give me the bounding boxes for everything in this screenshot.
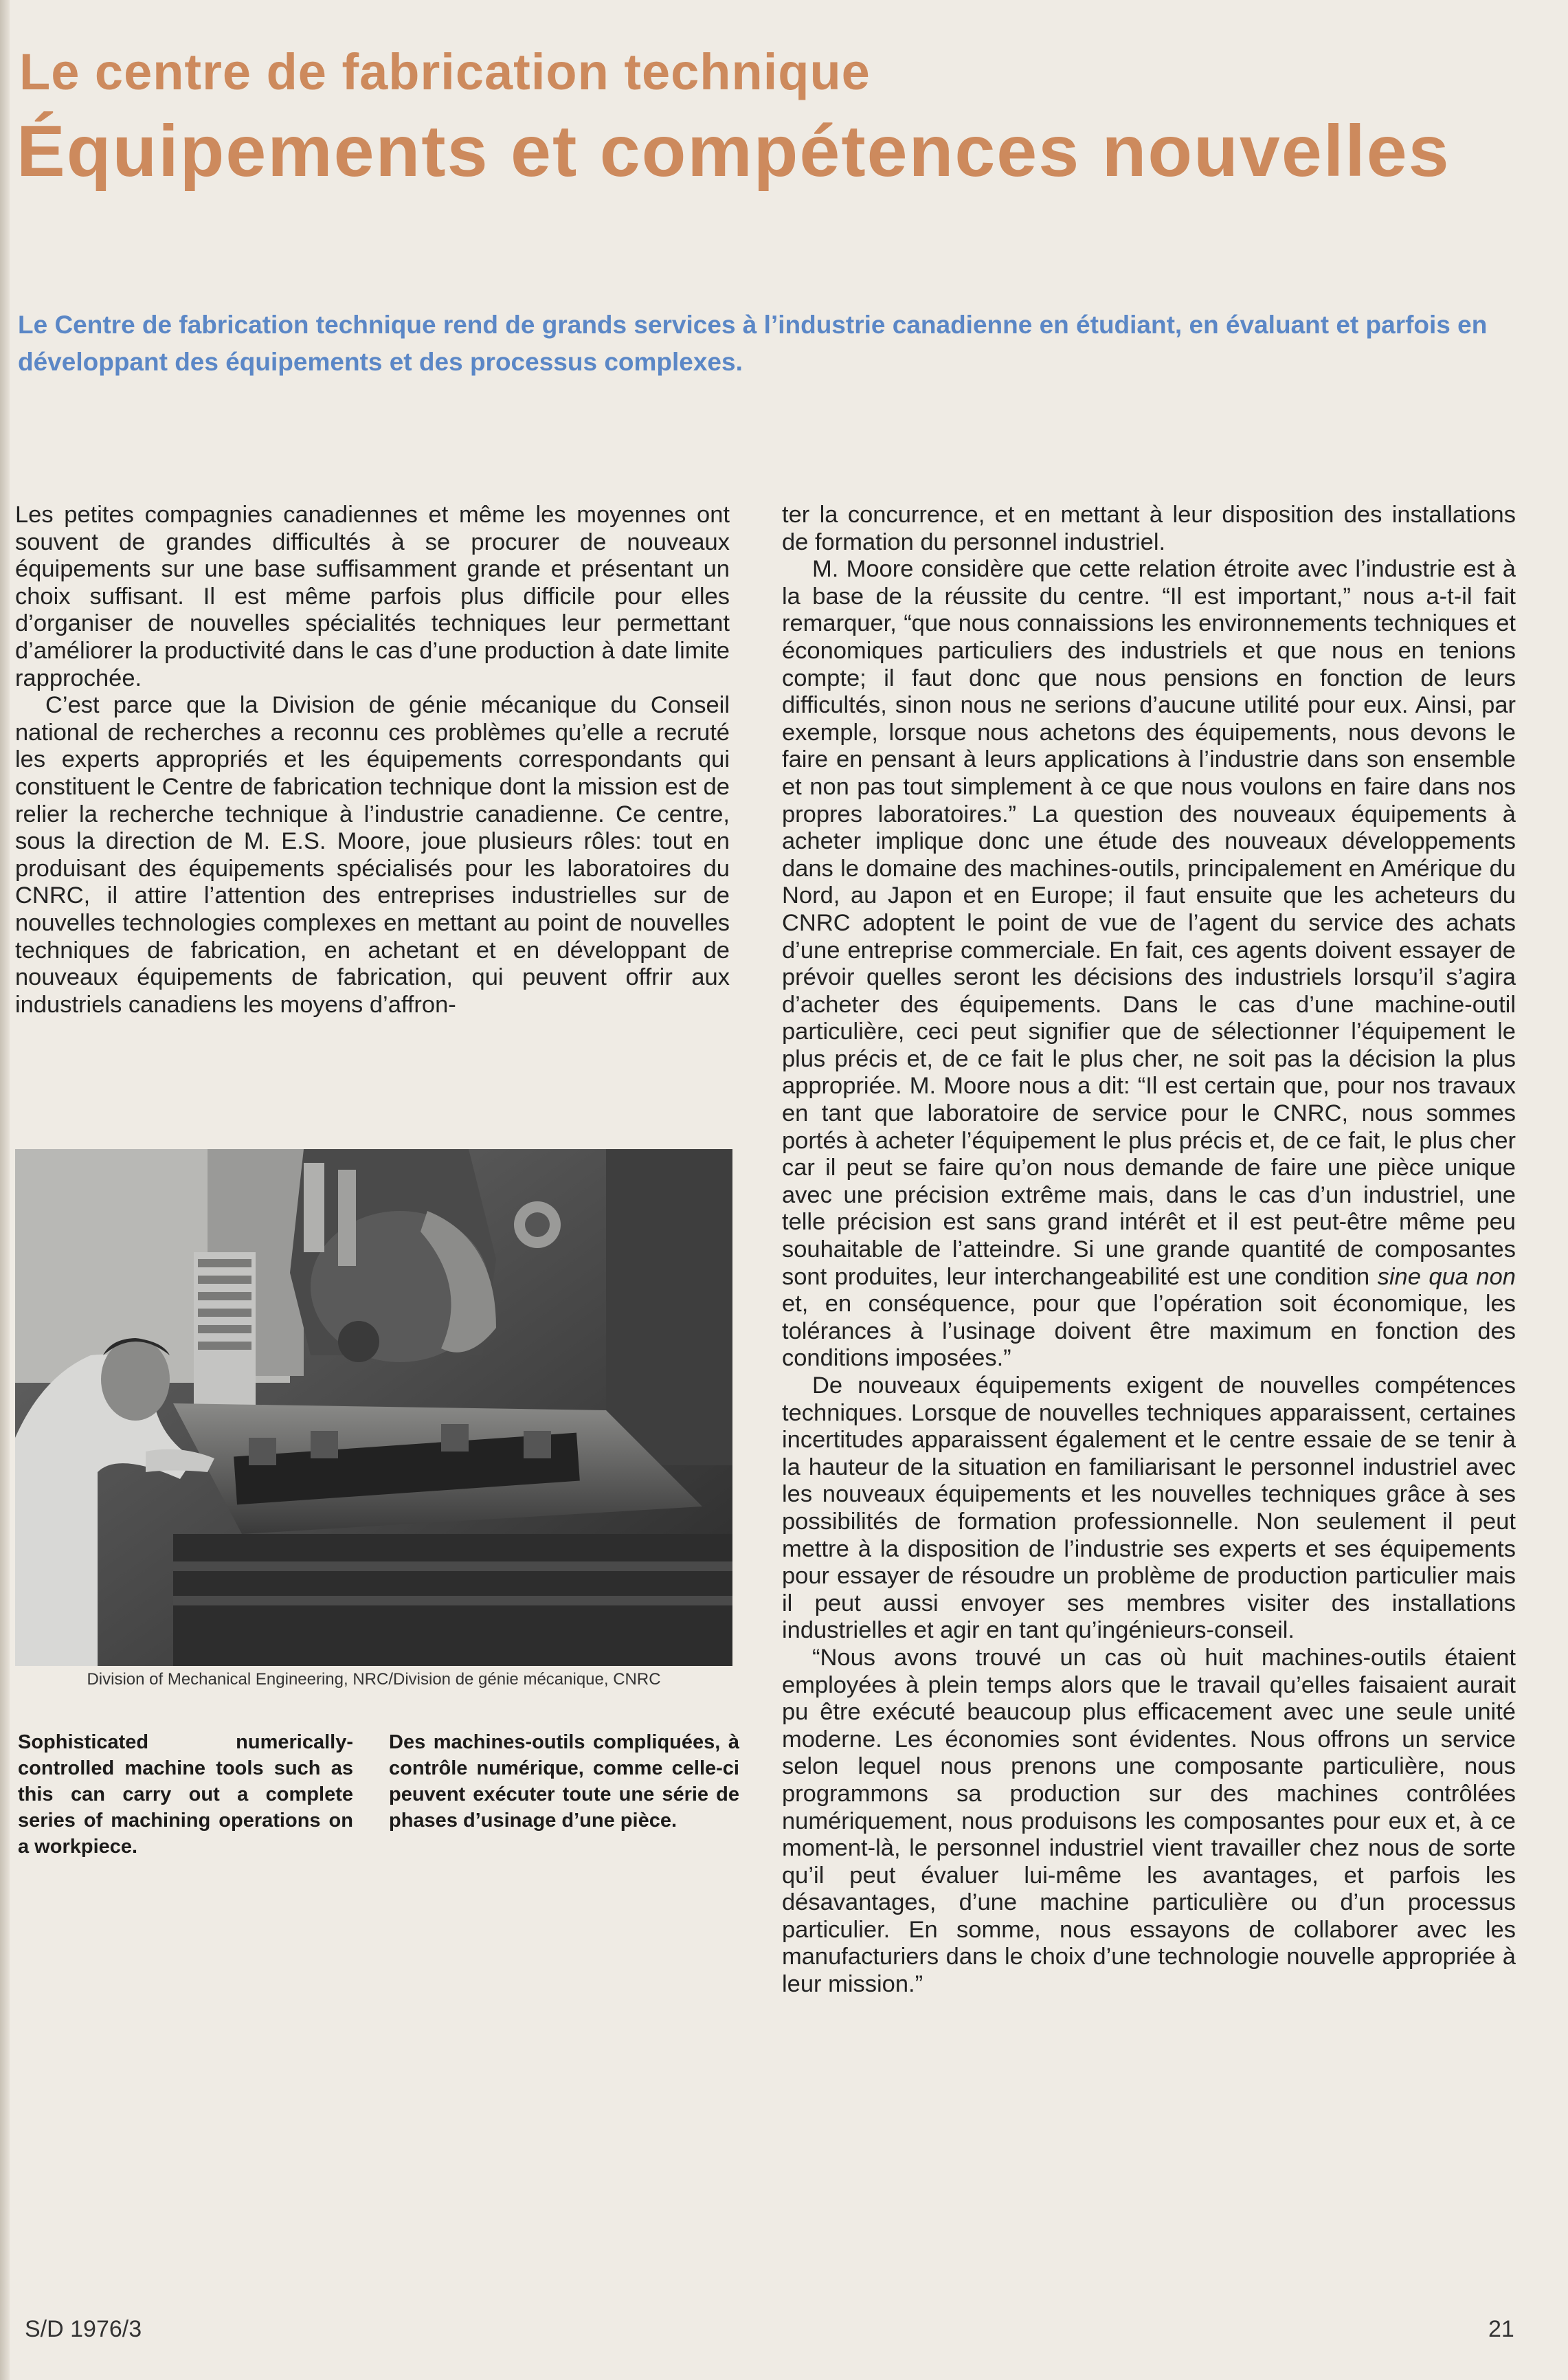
photo-credit: Division of Mechanical Engineering, NRC/Division de génie mécanique, CNRC: [87, 1670, 661, 1689]
latin-phrase: sine qua non: [1377, 1263, 1516, 1290]
caption-english: Sophisticated numerically-controlled machine tools such as this can carry out a complete series of machining operations on a workpiece.: [18, 1731, 353, 1858]
right-column: [782, 502, 1516, 1999]
article-lede: Le Centre de fabrication technique rend de grands services à l’industrie canadienne en étudiant, en évaluant et parfois en développant des équipements et des processus complexes.: [18, 311, 1488, 376]
article-title: Équipements et compétences nouvelles: [16, 111, 1451, 192]
paragraph-text: M. Moore considère que cette relation étroite avec l’industrie est à la base de la réussite du centre. “Il est important,” nous a-t-il fait remarquer, “que nous connaissions les environnements techniques et économiques particuliers des industriels et que nous en tenions compte; il faut donc que nous pensions en fonction de leurs difficultés, sinon nous ne serions d’aucune utilité pour eux. Ainsi, par exemple, lorsque nous achetons des équipements, nous devons le faire en pensant à leurs applications à l’industrie dans son ensemble et non pas tout simplement à ce que nous voulons en faire dans nos propres laboratoires.” La question des nouveaux équipements à acheter implique donc une étude des nouveaux développements dans le domaine des machines-outils, principalement en Amérique du Nord, au Japon et en Europe; il faut ensuite que les acheteurs du CNRC adoptent le point de vue de l’agent du service des achats d’une entreprise commerciale. En fait, ces agents doivent essayer de prévoir quelles seront les décisions des industriels lorsqu’il s’agira d’acheter des équipements. Dans le cas d’une machine-outil particulière, ceci peut signifier que de sélectionner l’équipement le plus précis et, de ce fait le plus cher, ne soit pas la décision la plus appropriée. M. Moore nous a dit: “Il est certain que, pour nos travaux en tant que laboratoire de service pour le CNRC, nous sommes portés à acheter l’équipement le plus précis et, de ce fait, le plus cher car il peut se faire qu’on nous demande de faire une pièce unique avec une précision extrême mais, dans le cas d’un industriel, une telle précision est sans grand intérêt et il est peut-être même peu souhaitable de l’atteindre. Si une grande quantité de composantes sont produites, leur interchangeabilité est une condition: [782, 556, 1516, 1290]
paragraph: ter la concurrence, et en mettant à leur disposition des installations de formation du personnel industriel.: [782, 502, 1516, 555]
paragraph: Les petites compagnies canadiennes et même les moyennes ont souvent de grandes difficultés à se procurer de nouveaux équipements sur une base suffisamment grande et présentant un choix suffisant. Il est même parfois plus difficile pour elles d’organiser de nouvelles spécialités techniques leur permettant d’améliorer la productivité dans le cas d’une production à date limite rapprochée.: [15, 502, 730, 691]
left-column: [15, 502, 730, 1019]
article-kicker: Le centre de fabrication technique: [19, 43, 871, 100]
paragraph-text: et, en conséquence, pour que l’opération soit économique, les tolérances à l’usinage doivent être maximum en fonction des conditions imposées.”: [782, 1291, 1516, 1372]
binding-edge: [0, 0, 10, 2380]
machine-tool-photo: [15, 1149, 732, 1666]
paragraph: [782, 556, 1516, 1372]
page-number: 21: [1488, 2316, 1514, 2342]
issue-number: S/D 1976/3: [25, 2316, 142, 2342]
paragraph: C’est parce que la Division de génie mécanique du Conseil national de recherches a reconnu ces problèmes qu’elle a recruté les experts appropriés et les équipements correspondants qui constituent le Centre de fabrication technique dont la mission est de relier la recherche technique à l’industrie canadienne. Ce centre, sous la direction de M. E.S. Moore, joue plusieurs rôles: tout en produisant des équipements spécialisés pour les laboratoires du CNRC, il attire l’attention des entreprises industrielles sur de nouvelles technologies complexes en mettant au point de nouvelles techniques de fabrication, en achetant et en développant de nouveaux équipements de fabrication, qui peuvent offrir aux industriels canadiens les moyens d’affron-: [15, 692, 730, 1018]
caption-french: Des machines-outils compliquées, à contrôle numérique, comme celle-ci peuvent exécuter toute une série de phases d’usinage d’une pièce.: [389, 1731, 739, 1832]
paragraph: “Nous avons trouvé un cas où huit machines-outils étaient employées à plein temps alors que le travail qu’elles faisaient aurait pu être exécuté beaucoup plus efficacement avec une seule unité moderne. Les économies sont évidentes. Nous offrons un service selon lequel nous prenons une composante particulière, nous programmons sa production sur des machines contrôlées numériquement, nous produisons les composantes pour eux et, à ce moment-là, le personnel industriel vient travailler chez nous de sorte qu’il peut évaluer lui-même les avantages, et parfois les désavantages, d’une machine particulière ou d’un processus particulier. En somme, nous essayons de collaborer avec les manufacturiers dans le choix d’une technologie nouvelle appropriée à leur mission.”: [782, 1644, 1516, 1998]
paragraph: De nouveaux équipements exigent de nouvelles compétences techniques. Lorsque de nouvelles techniques apparaissent, certaines incertitudes apparaissent également et le centre essaie de se tenir à la hauteur de la situation en familiarisant le personnel industriel avec les nouveaux équipements et les nouvelles techniques grâce à ses possibilités de formation professionnelle. Non seulement il peut mettre à la disposition de l’industrie ses experts et ses équipements pour essayer de résoudre un problème de production particulier mais il peut aussi envoyer ses membres visiter des installations industrielles et agir en tant qu’ingénieurs-conseil.: [782, 1372, 1516, 1644]
